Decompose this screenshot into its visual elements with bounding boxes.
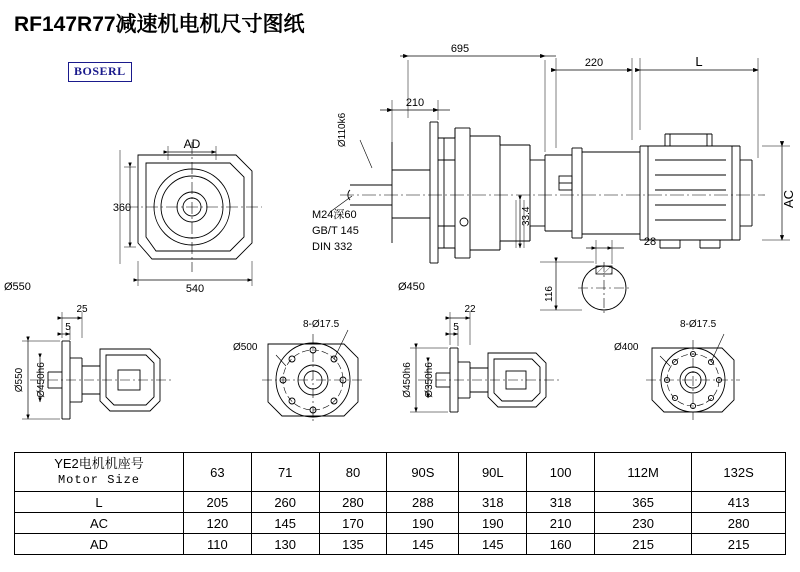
table-size-cell: 112M bbox=[594, 453, 691, 492]
dim-450: Ø450 bbox=[398, 281, 425, 293]
table-cell: 120 bbox=[184, 513, 252, 534]
table-cell: 145 bbox=[387, 534, 459, 555]
dim-28: 28 bbox=[643, 236, 657, 248]
dim-450h6-right: Ø450h6 bbox=[402, 362, 413, 398]
dim-AC: AC bbox=[781, 189, 796, 209]
table-cell: 280 bbox=[319, 492, 387, 513]
row-label-AD: AD bbox=[15, 534, 184, 555]
table-cell: 205 bbox=[184, 492, 252, 513]
table-cell: 145 bbox=[251, 513, 319, 534]
table-cell: 318 bbox=[527, 492, 595, 513]
table-size-cell: 71 bbox=[251, 453, 319, 492]
table-cell: 160 bbox=[527, 534, 595, 555]
holes-left: 8-Ø17.5 bbox=[303, 319, 340, 330]
dim-110k6: Ø110k6 bbox=[337, 112, 348, 148]
dim-550-left: Ø550 bbox=[14, 367, 25, 393]
dim-220: 220 bbox=[584, 57, 604, 69]
dim-5-right: 5 bbox=[453, 322, 459, 333]
table-cell: 135 bbox=[319, 534, 387, 555]
table-cell: 210 bbox=[527, 513, 595, 534]
table-cell: 190 bbox=[459, 513, 527, 534]
thread-callout-3: DIN 332 bbox=[312, 241, 353, 253]
table-cell: 110 bbox=[184, 534, 252, 555]
table-size-cell: 90L bbox=[459, 453, 527, 492]
table-row bbox=[15, 492, 786, 513]
table-cell: 130 bbox=[251, 534, 319, 555]
row-label-L: L bbox=[15, 492, 184, 513]
table-cell: 365 bbox=[594, 492, 691, 513]
table-cell: 190 bbox=[387, 513, 459, 534]
dim-500: Ø500 bbox=[233, 342, 258, 353]
row-label-AC: AC bbox=[15, 513, 184, 534]
table-header-cn: YE2电机机座号 bbox=[54, 456, 144, 471]
table-size-cell: 80 bbox=[319, 453, 387, 492]
dim-L: L bbox=[695, 54, 703, 69]
dim-360: 360 bbox=[112, 202, 132, 214]
dim-33-4: 33.4 bbox=[521, 206, 532, 226]
table-size-cell: 132S bbox=[692, 453, 786, 492]
page-title: RF147R77减速机电机尺寸图纸 bbox=[14, 13, 305, 36]
dim-400: Ø400 bbox=[614, 342, 639, 353]
table-row bbox=[15, 513, 786, 534]
dim-116: 116 bbox=[544, 286, 555, 302]
dim-550: Ø550 bbox=[4, 281, 31, 293]
table-cell: 413 bbox=[692, 492, 786, 513]
dim-AD: AD bbox=[183, 137, 201, 151]
dim-695: 695 bbox=[450, 43, 470, 55]
dim-210: 210 bbox=[405, 97, 425, 109]
table-cell: 215 bbox=[692, 534, 786, 555]
dim-540: 540 bbox=[185, 283, 205, 295]
table-cell: 260 bbox=[251, 492, 319, 513]
dim-22: 22 bbox=[464, 304, 476, 315]
table-cell: 288 bbox=[387, 492, 459, 513]
thread-callout-1: M24深60 bbox=[312, 209, 357, 221]
motor-size-table bbox=[14, 452, 786, 555]
table-cell: 170 bbox=[319, 513, 387, 534]
table-cell: 230 bbox=[594, 513, 691, 534]
brand-logo: BOSERL bbox=[68, 62, 132, 82]
table-size-cell: 63 bbox=[184, 453, 252, 492]
table-header-label bbox=[15, 453, 184, 492]
table-size-cell: 90S bbox=[387, 453, 459, 492]
table-cell: 318 bbox=[459, 492, 527, 513]
table-header-row bbox=[15, 453, 786, 492]
table-size-cell: 100 bbox=[527, 453, 595, 492]
table-cell: 280 bbox=[692, 513, 786, 534]
dim-5-left: 5 bbox=[65, 322, 71, 333]
thread-callout-2: GB/T 145 bbox=[312, 225, 359, 237]
dim-25: 25 bbox=[76, 304, 88, 315]
dim-450h6-left: Ø450h6 bbox=[36, 362, 47, 398]
dim-350h6-right: Ø350h6 bbox=[424, 362, 435, 398]
table-row bbox=[15, 534, 786, 555]
table-cell: 215 bbox=[594, 534, 691, 555]
table-cell: 145 bbox=[459, 534, 527, 555]
table-header-en: Motor Size bbox=[57, 473, 140, 487]
holes-right: 8-Ø17.5 bbox=[680, 319, 717, 330]
